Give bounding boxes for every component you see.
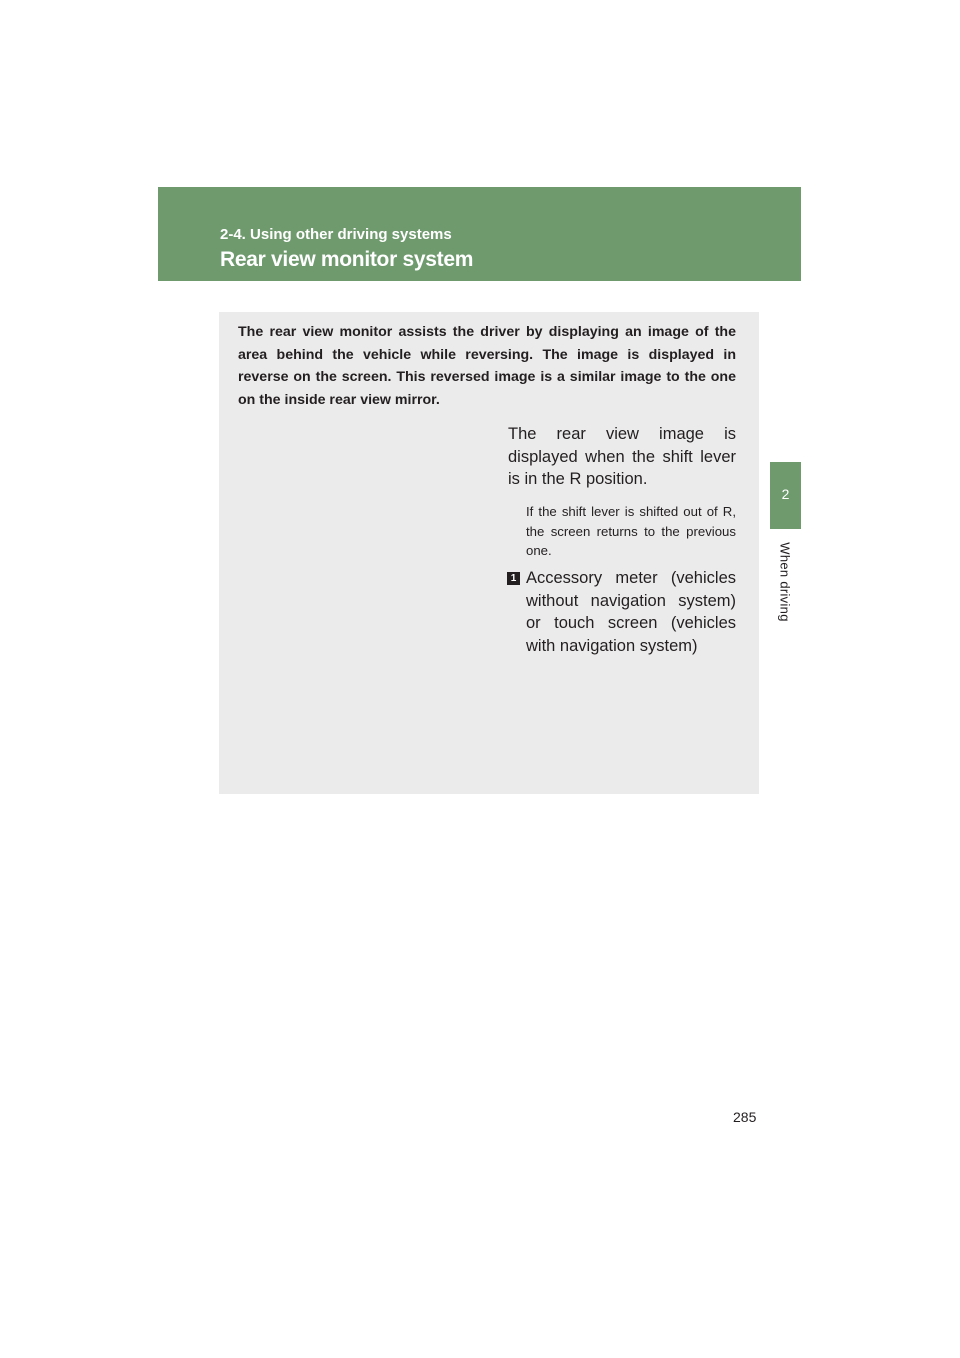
- section-label: 2-4. Using other driving systems: [220, 226, 452, 243]
- callout-number-badge: 1: [507, 572, 520, 585]
- content-box: [219, 312, 759, 794]
- chapter-tab: [770, 462, 801, 529]
- note-paragraph: If the shift lever is shifted out of R, the screen returns to the previous one.: [526, 504, 736, 558]
- intro-paragraph: The rear view monitor assists the driver by displaying an image of the area behind the vehicle while reversing. The image is displayed in reverse on the screen. This reversed image is a similar image to the one on the inside rear view mirror.: [238, 324, 736, 408]
- chapter-label: When driving: [777, 542, 793, 622]
- page-number: 285: [733, 1109, 757, 1125]
- callout-description: Accessory meter (vehicles without navigation system) or touch screen (vehicles with navigation system): [526, 569, 736, 655]
- main-paragraph: The rear view image is displayed when the shift lever is in the R position.: [508, 425, 736, 488]
- chapter-header: [158, 187, 801, 281]
- page-title: Rear view monitor system: [220, 248, 474, 271]
- chapter-number: 2: [781, 486, 790, 502]
